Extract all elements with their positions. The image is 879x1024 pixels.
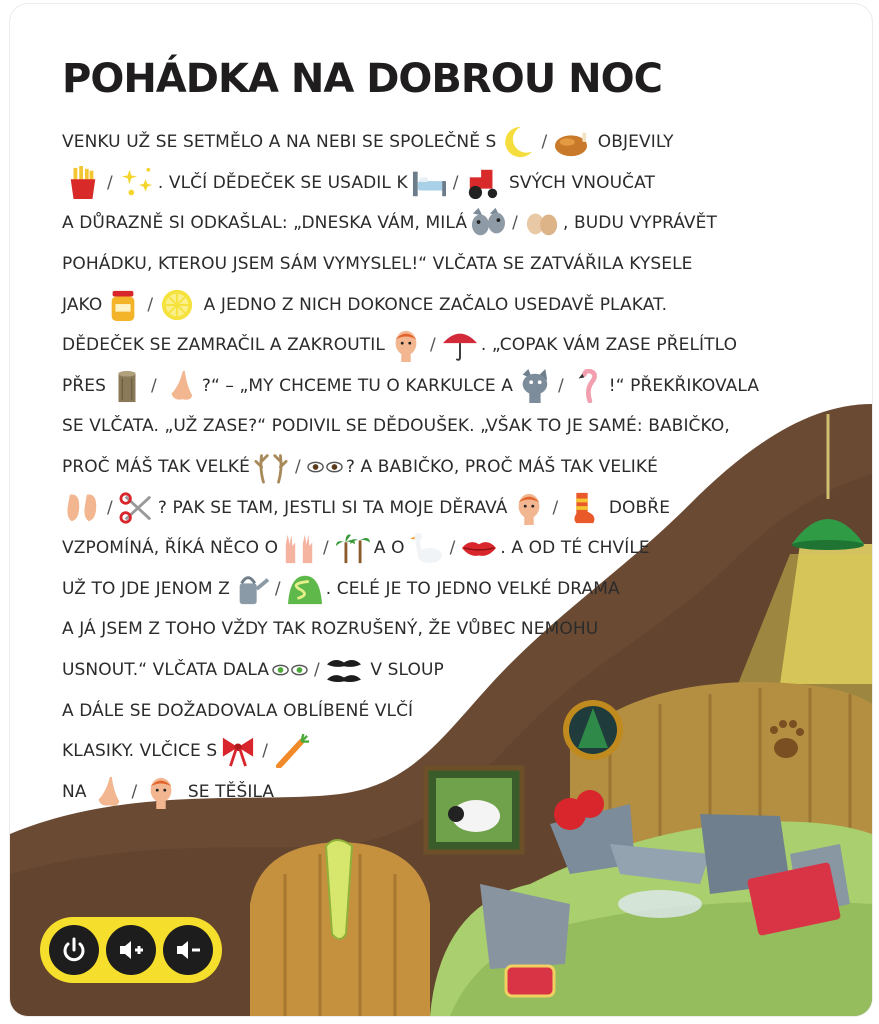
stars-icon[interactable] <box>118 166 156 200</box>
volume-up-icon <box>116 935 146 965</box>
story-text-segment: NA <box>62 781 87 802</box>
red-bow-icon[interactable] <box>219 734 257 768</box>
story-text-segment: JAKO <box>62 294 103 315</box>
moon-icon[interactable] <box>498 125 536 159</box>
story-text-segment: UŽ TO JDE JENOM Z <box>62 578 230 599</box>
story-line-8 <box>62 406 822 447</box>
story-text-segment: ? PAK SE TAM, JESTLI SI TA MOJE DĚRAVÁ <box>157 497 508 518</box>
french-fries-icon[interactable] <box>64 166 102 200</box>
umbrella-icon[interactable] <box>441 328 479 362</box>
story-line-15 <box>62 690 822 731</box>
head-icon[interactable] <box>142 775 180 809</box>
story-text-segment: A DÁLE SE DOŽADOVALA OBLÍBENÉ VLČÍ <box>62 700 414 721</box>
separator: / <box>147 294 154 315</box>
story-text-segment: . A OD TÉ CHVÍLE <box>500 538 650 559</box>
story-text-segment: !“ PŘEKŘIKOVALA <box>608 375 760 396</box>
story-text-segment: DOBŘE <box>603 497 671 518</box>
volume-up-button[interactable] <box>106 925 156 975</box>
lips-icon[interactable] <box>460 531 498 565</box>
story-line-6 <box>62 325 822 366</box>
separator: / <box>131 781 138 802</box>
power-icon <box>59 935 89 965</box>
story-text-segment: . „COPAK VÁM ZASE PŘELÍTLO <box>480 335 738 356</box>
separator: / <box>452 172 459 193</box>
separator: / <box>429 335 436 356</box>
story-card <box>10 4 872 1016</box>
story-text-segment: . VLČÍ DĚDEČEK SE USADIL K <box>157 172 408 193</box>
story-text-segment: SE VLČATA. „UŽ ZASE?“ PODIVIL SE DĚDOUŠEK. „VŠAK TO JE SAMÉ: BABIČKO, <box>62 416 730 437</box>
separator: / <box>449 538 456 559</box>
story-text-segment: A O <box>373 538 405 559</box>
nose-icon[interactable] <box>162 369 200 403</box>
honey-jar-icon[interactable] <box>104 288 142 322</box>
volume-down-icon <box>173 935 203 965</box>
green-eyes-icon[interactable] <box>271 653 309 687</box>
antlers-icon[interactable] <box>252 450 290 484</box>
separator: / <box>552 497 559 518</box>
separator: / <box>314 660 320 681</box>
separator: / <box>323 538 329 559</box>
story-text-segment: . CELÉ JE TO JEDNO VELKÉ DRAMA <box>325 578 620 599</box>
separator: / <box>541 132 548 153</box>
separator: / <box>295 457 301 478</box>
power-button[interactable] <box>49 925 99 975</box>
green-hill-icon[interactable] <box>286 572 324 606</box>
ears-icon[interactable] <box>64 491 102 525</box>
story-text-segment: POHÁDKU, KTEROU JSEM SÁM VYMYSLEL!“ VLČATA SE ZATVÁŘILA KYSELE <box>62 254 693 275</box>
story-text-segment: A JÁ JSEM Z TOHO VŽDY TAK ROZRUŠENÝ, ŽE VŮBEC NEMOHU <box>62 619 599 640</box>
separator: / <box>512 213 518 234</box>
story-line-9 <box>62 447 822 488</box>
head-icon[interactable] <box>387 328 425 362</box>
story-line-10 <box>62 487 822 528</box>
nose-icon[interactable] <box>89 775 127 809</box>
bed-icon[interactable] <box>410 166 448 200</box>
roast-chicken-icon[interactable] <box>552 125 590 159</box>
story-text-segment: USNOUT.“ VLČATA DALA <box>62 660 270 681</box>
hands-icon[interactable] <box>280 531 318 565</box>
carrot-icon[interactable] <box>273 734 311 768</box>
head-icon[interactable] <box>510 491 548 525</box>
separator: / <box>557 375 564 396</box>
story-line-13 <box>62 609 822 650</box>
story-text-segment: A JEDNO Z NICH DOKONCE ZAČALO USEDAVĚ PLAKAT. <box>198 294 668 315</box>
story-line-17 <box>62 772 822 813</box>
story-line-7 <box>62 366 822 407</box>
story-line-3 <box>62 203 822 244</box>
watering-can-icon[interactable] <box>232 572 270 606</box>
story-text-segment: SVÝCH VNOUČAT <box>503 172 656 193</box>
story-text-segment: KLASIKY. VLČICE S <box>62 741 218 762</box>
story-text-segment: DĚDEČEK SE ZAMRAČIL A ZAKROUTIL <box>62 335 385 356</box>
story-text-segment: OBJEVILY <box>592 132 674 153</box>
story-line-11 <box>62 528 822 569</box>
story-text-segment: A DŮRAZNĚ SI ODKAŠLAL: „DNESKA VÁM, MILÁ <box>62 213 468 234</box>
story-line-1 <box>62 122 822 163</box>
story-text-segment: VENKU UŽ SE SETMĚLO A NA NEBI SE SPOLEČNĚ S <box>62 132 497 153</box>
separator: / <box>107 172 113 193</box>
story-text-segment: VZPOMÍNÁ, ŘÍKÁ NĚCO O <box>62 538 279 559</box>
mustache-icon[interactable] <box>325 653 363 687</box>
scissors-icon[interactable] <box>118 491 156 525</box>
eyes-icon[interactable] <box>306 450 344 484</box>
story-line-16 <box>62 731 822 772</box>
separator: / <box>151 375 157 396</box>
lemon-icon[interactable] <box>158 288 196 322</box>
separator: / <box>107 497 113 518</box>
story-text-segment: , BUDU VYPRÁVĚT <box>562 213 717 234</box>
volume-down-button[interactable] <box>163 925 213 975</box>
story-text-segment: PROČ MÁŠ TAK VELKÉ <box>62 457 250 478</box>
sock-icon[interactable] <box>563 491 601 525</box>
story-line-5 <box>62 284 822 325</box>
wolf-cubs-icon[interactable] <box>469 206 507 240</box>
eggs-icon[interactable] <box>523 206 561 240</box>
story-line-14 <box>62 650 822 691</box>
story-text-segment: ? A BABIČKO, PROČ MÁŠ TAK VELIKÉ <box>345 457 658 478</box>
palm-trees-icon[interactable] <box>334 531 372 565</box>
story-text-segment: ?“ – „MY CHCEME TU O KARKULCE A <box>201 375 513 396</box>
separator: / <box>262 741 269 762</box>
story-text-segment: V SLOUP <box>364 660 444 681</box>
page-title: POHÁDKA NA DOBROU NOC <box>62 56 662 102</box>
separator: / <box>274 578 281 599</box>
story-line-2 <box>62 163 822 204</box>
playback-controls <box>40 917 222 983</box>
story-text <box>62 122 822 812</box>
flamingo-icon[interactable] <box>569 369 607 403</box>
wolf-icon[interactable] <box>515 369 553 403</box>
tractor-icon[interactable] <box>464 166 502 200</box>
story-text-segment: SE TĚŠILA <box>182 781 275 802</box>
goose-icon[interactable] <box>407 531 445 565</box>
tree-stump-icon[interactable] <box>108 369 146 403</box>
story-text-segment: PŘES <box>62 375 106 396</box>
story-line-12 <box>62 569 822 610</box>
story-line-4 <box>62 244 822 285</box>
